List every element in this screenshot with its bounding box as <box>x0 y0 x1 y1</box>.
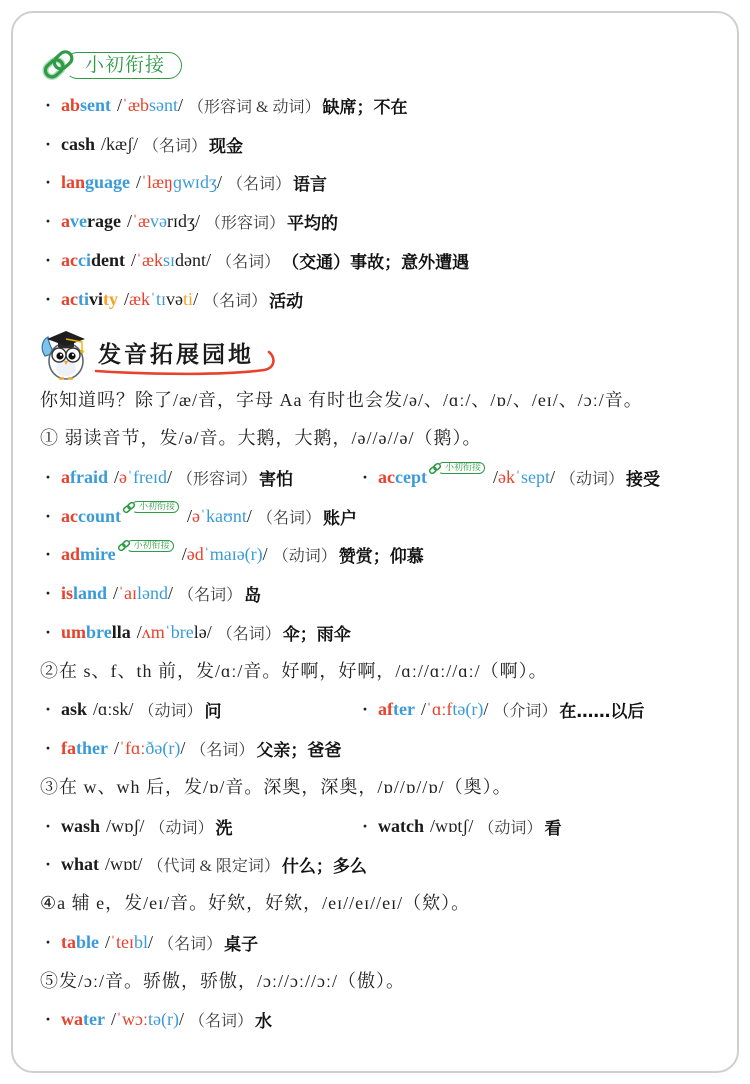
headword <box>61 932 99 953</box>
phonetic-segment: / <box>117 94 123 115</box>
vocab-entry-after <box>357 691 644 730</box>
vocab-row <box>40 280 720 319</box>
phonetic-segment: / <box>126 211 132 232</box>
phonetic-segment: / <box>178 1009 184 1030</box>
bullet-dot: · <box>361 815 368 836</box>
word-syllable: sent <box>80 94 112 115</box>
phonetic <box>430 816 473 837</box>
rule-heading: ④a 辅 e，发/eɪ/音。好欸，好欸，/eɪ//eɪ//eɪ/（欸）。 <box>40 893 471 914</box>
phonetic <box>117 95 183 116</box>
word-syllable: land <box>73 583 108 604</box>
headword <box>378 699 415 720</box>
bullet-dot: · <box>44 249 51 270</box>
phonetic-segment: / <box>193 288 199 309</box>
word-syllable: ac <box>378 466 395 487</box>
vocab-row <box>40 536 720 575</box>
word-syllable: a <box>61 466 70 487</box>
part-of-speech: （名词） <box>178 587 243 605</box>
vocab-row <box>40 574 720 613</box>
word-syllable: ab <box>61 94 81 115</box>
headword <box>61 211 121 232</box>
bullet-dot: · <box>44 621 51 642</box>
headword <box>61 134 95 155</box>
vocab-entry-what <box>40 846 367 885</box>
phonetic-segment: / <box>178 94 184 115</box>
word-syllable: watch <box>378 815 424 836</box>
bridge-tag <box>122 501 179 514</box>
phonetic-segment: / <box>262 544 268 565</box>
phonetic-segment: / <box>187 505 193 526</box>
phonetic-segment: / <box>113 583 119 604</box>
phonetic-segment: /ɑːsk/ <box>93 699 134 720</box>
phonetic <box>106 816 144 837</box>
phonetic-segment: æk <box>129 288 151 309</box>
phonetic-segment: ɡwɪdʒ <box>172 172 217 193</box>
phonetic-segment: ʌm <box>141 621 165 642</box>
vocab-row <box>40 691 720 730</box>
part-of-speech: （动词） <box>560 470 625 488</box>
phonetic-segment: və <box>150 211 167 232</box>
word-syllable: a <box>61 211 70 232</box>
phonetic-segment: tə(r) <box>147 1009 179 1030</box>
phonetic-segment: əd <box>186 544 204 565</box>
vocab-entry-watch <box>357 807 561 846</box>
rule-heading: ⑤发/ɔː/音。骄傲，骄傲，/ɔː//ɔː//ɔː/（傲）。 <box>40 970 405 991</box>
phonetic-segment: / <box>167 466 173 487</box>
phonetic-segment: lənd <box>137 583 169 604</box>
phonetic-segment: / <box>181 544 187 565</box>
headword <box>61 854 99 875</box>
word-syllable: ter <box>393 699 415 720</box>
part-of-speech: （名词） <box>143 137 208 155</box>
phonetic-segment: / <box>136 172 142 193</box>
word-syllable: ac <box>61 249 78 270</box>
phonetic <box>127 211 200 232</box>
phonetic-segment: ti <box>183 288 194 309</box>
vocab-entry-umbrella <box>40 613 351 652</box>
phonetic-segment: tə(r) <box>452 699 484 720</box>
phonetic-segment: / <box>105 931 111 952</box>
phonetic-segment: / <box>493 466 499 487</box>
meaning: 问 <box>204 702 222 723</box>
phonetic <box>187 506 252 527</box>
part-of-speech: （名词） <box>190 742 255 760</box>
phonetic-segment: ˈwɔː <box>116 1009 148 1030</box>
headword <box>61 544 116 565</box>
phonetic <box>105 932 153 953</box>
phonetic-segment: ˈæ <box>132 211 150 232</box>
meaning: 活动 <box>269 291 304 312</box>
headword <box>378 816 424 837</box>
bullet-dot: · <box>44 738 51 759</box>
word-syllable: ther <box>76 738 108 759</box>
part-of-speech: （形容词 & 动词） <box>188 98 321 116</box>
vocab-entry-accept <box>357 458 660 497</box>
word-syllable: ve <box>70 211 87 232</box>
meaning: 水 <box>255 1012 272 1033</box>
bullet-dot: · <box>44 583 51 604</box>
word-syllable: af <box>378 699 393 720</box>
vocab-row <box>40 729 720 768</box>
word-syllable: fraid <box>70 466 108 487</box>
vocab-entry-admire <box>40 536 424 575</box>
badge-label: 小初衔接 <box>85 54 166 76</box>
chain-link-icon <box>122 501 136 514</box>
word-syllable: ac <box>61 505 78 526</box>
word-syllable: ask <box>61 699 88 720</box>
vocab-entry-wash <box>40 807 232 846</box>
phonetic-segment: ˈɑːf <box>426 699 453 720</box>
bridge-vocab-list <box>40 86 720 319</box>
vocab-row <box>40 613 720 652</box>
headword <box>378 467 427 488</box>
part-of-speech: （形容词） <box>177 470 258 488</box>
phonetic <box>114 467 172 488</box>
chain-link-icon <box>428 462 442 475</box>
word-syllable: rage <box>87 211 121 232</box>
headword <box>61 816 100 837</box>
phonetic <box>111 1009 184 1030</box>
meaning: 岛 <box>244 586 262 607</box>
bullet-dot: · <box>44 854 51 875</box>
part-of-speech: （名词） <box>158 935 223 953</box>
part-of-speech: （动词） <box>149 819 214 837</box>
part-of-speech: （代词 & 限定词） <box>147 858 280 876</box>
phonetic-segment: / <box>110 1009 116 1030</box>
extension-content <box>40 381 720 1040</box>
intro-text: 你知道吗？除了/æ/音，字母 Aa 有时也会发/ə/、/ɑː/、/ɒ/、/eɪ/、/ɔː/音。 <box>40 389 643 410</box>
bridge-tag-label: 小初衔接 <box>131 501 179 513</box>
word-syllable: cash <box>61 133 96 154</box>
bullet-dot: · <box>44 699 51 720</box>
phonetic-segment: sənt <box>149 94 179 115</box>
vocab-entry-account <box>40 497 357 536</box>
bullet-dot: · <box>44 466 51 487</box>
word-syllable: ble <box>76 931 100 952</box>
bullet-dot: · <box>361 466 368 487</box>
vocab-entry-activity <box>40 280 303 319</box>
phonetic-segment: / <box>168 583 174 604</box>
bullet-dot: · <box>44 931 51 952</box>
word-syllable: ad <box>61 544 81 565</box>
phonetic-segment: dənt <box>175 249 207 270</box>
phonetic-segment: / <box>246 505 252 526</box>
phonetic-segment: /kæʃ/ <box>101 133 139 154</box>
meaning: （交通）事故；意外遭遇 <box>282 252 470 273</box>
phonetic-segment: ˈaɪ <box>118 583 138 604</box>
phonetic-segment: ˈkaʊnt <box>200 505 247 526</box>
vocab-row <box>40 164 720 203</box>
phonetic-segment: ˈsept <box>515 466 551 487</box>
vocab-entry-island <box>40 574 261 613</box>
meaning: 害怕 <box>259 469 294 490</box>
vocab-row <box>40 497 720 536</box>
meaning: 什么；多么 <box>281 857 367 878</box>
headword <box>61 95 111 116</box>
phonetic <box>114 738 185 759</box>
vocab-row <box>40 458 720 497</box>
vocab-entry-ask <box>40 691 221 730</box>
phonetic-segment: / <box>206 249 212 270</box>
word-syllable: is <box>61 583 74 604</box>
headword <box>61 583 107 604</box>
phonetic-segment: lə <box>193 621 207 642</box>
phonetic-segment: / <box>114 466 120 487</box>
phonetic-segment: bl <box>134 931 149 952</box>
phonetic-segment: ˈbre <box>164 621 194 642</box>
word-syllable: lan <box>61 172 86 193</box>
rule-heading: ③在 w、wh 后，发/ɒ/音。深奥，深奥，/ɒ//ɒ//ɒ/（奥）。 <box>40 777 512 798</box>
vocab-row <box>40 202 720 241</box>
headword <box>61 467 108 488</box>
word-syllable: ac <box>61 288 78 309</box>
headword <box>61 289 118 310</box>
phonetic-segment: / <box>136 621 142 642</box>
word-syllable: what <box>61 854 100 875</box>
phonetic <box>105 854 142 875</box>
phonetic-segment: ˈtɪ <box>150 288 167 309</box>
phonetic-segment: ˈfreɪd <box>127 466 167 487</box>
meaning: 现金 <box>209 136 244 157</box>
vocab-entry-average <box>40 202 338 241</box>
word-syllable: ti <box>78 288 89 309</box>
headword <box>61 699 87 720</box>
phonetic-segment: və <box>166 288 184 309</box>
headword <box>61 622 131 643</box>
phonetic-segment: / <box>194 211 200 232</box>
chain-link-icon <box>40 46 78 82</box>
headword <box>61 506 121 527</box>
phonetic-segment: ˈæk <box>136 249 164 270</box>
phonetic-segment: / <box>206 621 212 642</box>
phonetic-segment: /wɒʃ/ <box>106 815 145 836</box>
phonetic-segment: / <box>148 931 154 952</box>
rule-heading: ②在 s、f、th 前，发/ɑː/音。好啊，好啊，/ɑː//ɑː//ɑː/（啊）。 <box>40 660 548 681</box>
meaning: 桌子 <box>224 934 259 955</box>
word-syllable: um <box>61 621 87 642</box>
word-syllable: ter <box>83 1009 105 1030</box>
bullet-dot: · <box>44 211 51 232</box>
meaning: 赞赏；仰慕 <box>338 547 424 568</box>
phonetic-segment: / <box>483 699 489 720</box>
phonetic <box>421 699 488 720</box>
vocab-entry-language <box>40 164 327 203</box>
meaning: 平均的 <box>287 214 339 235</box>
vocab-row <box>40 241 720 280</box>
phonetic-segment: ˈæb <box>122 94 150 115</box>
bullet-dot: · <box>44 815 51 836</box>
phonetic <box>124 289 198 310</box>
bridge-tag <box>117 539 174 552</box>
word-syllable: cept <box>395 466 427 487</box>
phonetic <box>182 544 268 565</box>
rule-heading: ① 弱读音节，发/ə/音。大鹅，大鹅，/ə//ə//ə/（鹅）。 <box>40 428 482 449</box>
vocab-row <box>40 1001 720 1040</box>
phonetic-segment: ˈteɪ <box>110 931 135 952</box>
phonetic <box>137 622 212 643</box>
phonetic <box>113 583 173 604</box>
part-of-speech: （动词） <box>272 548 337 566</box>
vocab-entry-father <box>40 729 341 768</box>
phonetic-segment: / <box>420 699 426 720</box>
meaning: 接受 <box>626 469 661 490</box>
part-of-speech: （名词） <box>188 1013 253 1031</box>
vocab-row <box>40 807 720 846</box>
extension-section-header <box>38 322 308 384</box>
phonetic-segment: rɪdʒ <box>167 211 195 232</box>
headword <box>61 172 130 193</box>
phonetic-segment: ðə(r) <box>145 738 181 759</box>
word-syllable: lla <box>111 621 131 642</box>
part-of-speech: （名词） <box>226 176 291 194</box>
phonetic-segment: / <box>180 738 186 759</box>
part-of-speech: （名词） <box>216 625 281 643</box>
phonetic-segment: ək <box>498 466 516 487</box>
phonetic <box>101 134 138 155</box>
meaning: 伞；雨伞 <box>282 624 351 645</box>
bridge-tag-label: 小初衔接 <box>437 462 485 474</box>
headword <box>61 250 125 271</box>
word-syllable: fa <box>61 738 76 759</box>
bullet-dot: · <box>44 505 51 526</box>
vocab-entry-water <box>40 1001 272 1040</box>
part-of-speech: （名词） <box>256 509 321 527</box>
word-syllable: wash <box>61 815 101 836</box>
vocab-row <box>40 923 720 962</box>
phonetic-segment: ə <box>192 505 201 526</box>
bullet-dot: · <box>44 94 51 115</box>
part-of-speech: （动词） <box>478 819 543 837</box>
meaning: 语言 <box>292 175 327 196</box>
part-of-speech: （形容词） <box>205 215 286 233</box>
phonetic <box>93 699 133 720</box>
bullet-dot: · <box>44 172 51 193</box>
meaning: 看 <box>544 818 562 839</box>
bullet-dot: · <box>44 1009 51 1030</box>
phonetic-segment: /wɒt/ <box>105 854 143 875</box>
word-syllable: ci <box>78 249 91 270</box>
word-syllable: vi <box>89 288 104 309</box>
meaning: 在……以后 <box>559 702 645 723</box>
section-title: 发音拓展园地 <box>98 342 254 368</box>
headword <box>61 738 108 759</box>
bridge-tag-label: 小初衔接 <box>126 540 174 552</box>
phonetic <box>136 172 222 193</box>
word-syllable: guage <box>85 172 131 193</box>
badge-pill <box>64 52 182 79</box>
headword <box>61 1009 105 1030</box>
phonetic <box>131 250 211 271</box>
phonetic-segment: / <box>124 288 130 309</box>
phonetic-segment: / <box>216 172 222 193</box>
meaning: 洗 <box>215 818 233 839</box>
vocab-entry-cash <box>40 125 243 164</box>
vocab-entry-afraid <box>40 458 293 497</box>
meaning: 缺席；不在 <box>322 97 408 118</box>
vocab-row <box>40 125 720 164</box>
phonetic-segment: /wɒtʃ/ <box>430 815 474 836</box>
phonetic <box>493 467 555 488</box>
bridge-section-badge <box>40 46 190 84</box>
bridge-tag <box>428 462 485 475</box>
vocab-entry-table <box>40 923 258 962</box>
vocab-row <box>40 846 720 885</box>
word-syllable: bre <box>86 621 112 642</box>
part-of-speech: （名词） <box>216 253 281 271</box>
owl-graduate-icon <box>38 323 94 381</box>
word-syllable: ta <box>61 931 76 952</box>
phonetic-segment: ˈmaɪə(r) <box>203 544 263 565</box>
bullet-dot: · <box>44 544 51 565</box>
meaning: 父亲；爸爸 <box>256 741 342 762</box>
phonetic-segment: ˈfɑː <box>119 738 146 759</box>
vocab-entry-accident <box>40 241 469 280</box>
vocab-entry-absent <box>40 86 408 125</box>
phonetic-segment: / <box>550 466 556 487</box>
word-syllable: wa <box>61 1009 83 1030</box>
word-syllable: count <box>78 505 122 526</box>
bullet-dot: · <box>44 133 51 154</box>
bullet-dot: · <box>44 288 51 309</box>
word-syllable: ty <box>103 288 119 309</box>
word-syllable: mire <box>80 544 116 565</box>
phonetic-segment: ə <box>119 466 128 487</box>
part-of-speech: （动词） <box>138 703 203 721</box>
phonetic-segment: sɪ <box>163 249 176 270</box>
vocab-row <box>40 86 720 125</box>
bullet-dot: · <box>361 699 368 720</box>
phonetic-segment: / <box>113 738 119 759</box>
meaning: 账户 <box>322 508 357 529</box>
part-of-speech: （名词） <box>203 292 268 310</box>
phonetic-segment: ˈlæŋ <box>141 172 173 193</box>
part-of-speech: （介词） <box>493 703 558 721</box>
word-syllable: dent <box>91 249 126 270</box>
phonetic-segment: / <box>131 249 137 270</box>
